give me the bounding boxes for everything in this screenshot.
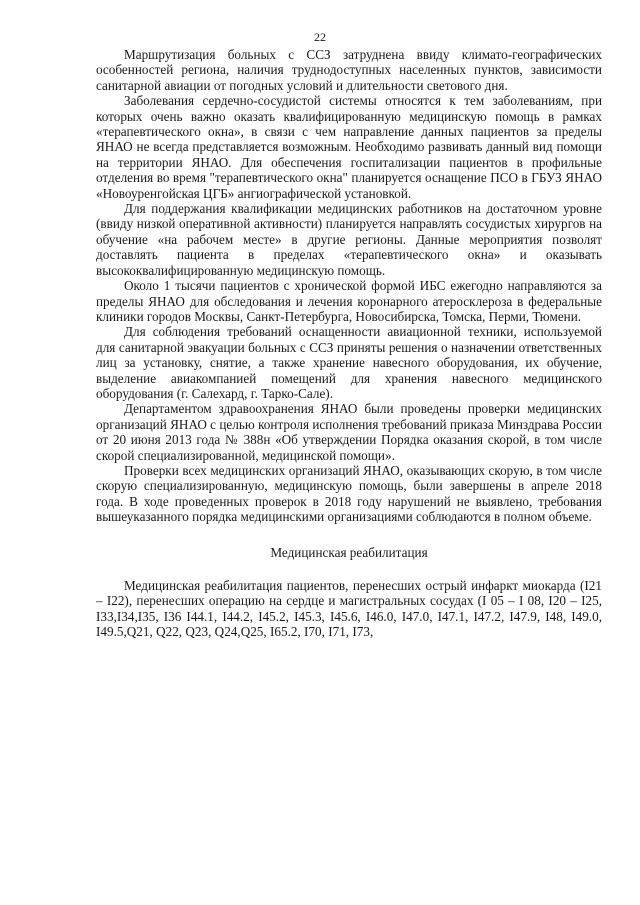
paragraph-aviation-equipment: Для соблюдения требований оснащенности авиационной техники, используемой для санитарной эвакуации больных с ССЗ приняты решения о назначении ответственных лиц за установку, снятие, а также хранение навесного оборудования, их обучение, выделение авиакомпанией помещений для хранения навесного медицинского оборудования (г. Салехард, г. Тарко-Сале). bbox=[96, 324, 602, 401]
paragraph-inspections: Департаментом здравоохранения ЯНАО были проведены проверки медицинских организаций ЯНАО с целью контроля исполнения требований приказа Минздрава России от 20 июня 2013 года № 388н «Об утверждении Порядка оказания скорой, в том числе скорой специализированной, медицинской помощи». bbox=[96, 401, 602, 463]
paragraph-rehabilitation: Медицинская реабилитация пациентов, перенесших острый инфаркт миокарда (I21 – I22), перенесших операцию на сердце и магистральных сосудах (I 05 – I 08, I20 – I25, I33,I34,I35, I36 I44.1, I44.2, I45.2, I45.3, I45.6, I46.0, I47.0, I47.1, I47.2, I47.9, I48, I49.0, I49.5,Q21, Q22, Q23, Q24,Q25, I65.2, I70, I71, I73, bbox=[96, 578, 602, 640]
paragraph-routing: Маршрутизация больных с ССЗ затруднена ввиду климато-географических особенностей региона, наличия труднодоступных населенных пунктов, зависимости санитарной авиации от погодных условий и длительности светового дня. bbox=[96, 47, 602, 93]
page-number: 22 bbox=[314, 30, 326, 44]
document-body bbox=[96, 47, 602, 640]
paragraph-therapeutic-window: Заболевания сердечно-сосудистой системы относятся к тем заболеваниям, при которых очень важно оказать квалифицированную медицинскую помощь в рамках «терапевтического окна», в связи с чем направление данных пациентов за пределы ЯНАО не всегда представляется возможным. Необходимо развивать данный вид помощи на территории ЯНАО. Для обеспечения госпитализации пациентов в профильные отделения во время "терапевтического окна" планируется оснащение ПСО в ГБУЗ ЯНАО «Новоуренгойская ЦГБ» ангиографической установкой. bbox=[96, 93, 602, 201]
section-heading: Медицинская реабилитация bbox=[270, 544, 428, 560]
paragraph-qualification: Для поддержания квалификации медицинских работников на достаточном уровне (ввиду низкой оперативной активности) планируется направлять сосудистых хирургов на обучение «на рабочем месте» в другие регионы. Данные мероприятия позволят доставлять пациента в пределах «терапевтического окна» и оказывать высококвалифицированную медицинскую помощь. bbox=[96, 201, 602, 278]
paragraph-inspection-results: Проверки всех медицинских организаций ЯНАО, оказывающих скорую, в том числе скорую специализированную, медицинскую помощь, были завершены в апреле 2018 года. В ходе проведенных проверок в 2018 году нарушений не выявлено, требования вышеуказанного порядка медицинскими организациями соблюдаются в полном объеме. bbox=[96, 462, 602, 525]
paragraph-ibs-patients: Около 1 тысячи пациентов с хронической формой ИБС ежегодно направляются за пределы ЯНАО для обследования и лечения коронарного атеросклероза в федеральные клиники городов Москвы, Санкт-Петербурга, Новосибирска, Томска, Перми, Тюмени. bbox=[96, 278, 602, 324]
